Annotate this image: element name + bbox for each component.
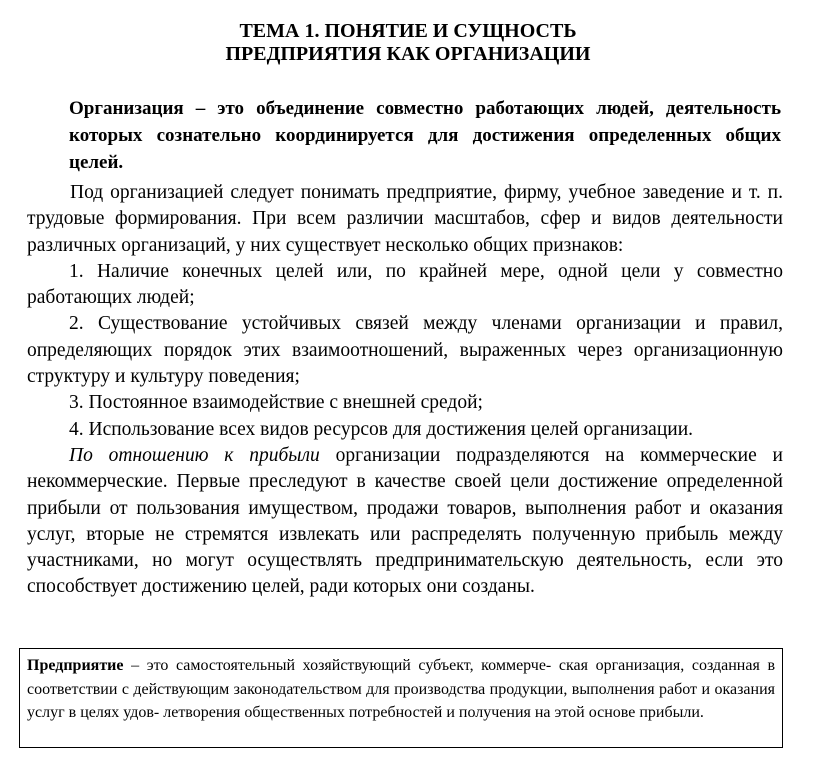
profit-italic-phrase: По отношению к прибыли — [69, 444, 320, 466]
profit-text: организации подразделяются на коммерческие и некоммерческие. Первые преследуют в качестве своей цели достижение определенной прибыли от пользования имуществом, продажи товаров, выполнения работ и оказания услуг, вторые не стремятся извлекать или распределять полученную прибыль между участниками, но могут осуществлять предпринимательскую деятельность, если это способствует достижению целей, ради которых они созданы. — [27, 444, 783, 598]
list-item-4: 4. Использование всех видов ресурсов для достижения целей организации. — [69, 418, 694, 440]
enterprise-definition-box — [19, 648, 783, 748]
enterprise-definition-text: – это самостоятельный хозяйствующий субъект, коммерче- ская организация, созданная в соответствии с действующим законодательством для производства продукции, выполнения работ и оказания услуг в целях удов- летворения общественных потребностей и получения на этой основе прибыли. — [27, 657, 775, 721]
enterprise-term: Предприятие — [27, 657, 124, 674]
profit-paragraph — [27, 443, 783, 601]
list-item-1: 1. Наличие конечных целей или, по крайней мере, одной цели у совместно работающих людей; — [27, 260, 783, 309]
body-text — [27, 180, 783, 601]
intro-paragraph: Под организацией следует понимать предприятие, фирму, учебное заведение и т. п. трудовые формирования. При всем различии масштабов, сфер и видов деятельности различных организаций, у них существует несколько общих признаков: — [27, 182, 783, 256]
title-line-1: ТЕМА 1. ПОНЯТИЕ И СУЩНОСТЬ — [239, 20, 577, 42]
page-title — [0, 20, 816, 66]
list-item-3: 3. Постоянное взаимодействие с внешней средой; — [69, 392, 483, 414]
organization-definition: Организация – это объединение совместно работающих людей, деятельность которых сознательно координируется для достижения определенных общих целей. — [69, 98, 781, 173]
list-item-2: 2. Существование устойчивых связей между членами организации и правил, определяющих порядок этих взаимоотношений, выраженных через организационную структуру и культуру поведения; — [27, 313, 783, 388]
title-line-2: ПРЕДПРИЯТИЯ КАК ОРГАНИЗАЦИИ — [225, 43, 591, 65]
